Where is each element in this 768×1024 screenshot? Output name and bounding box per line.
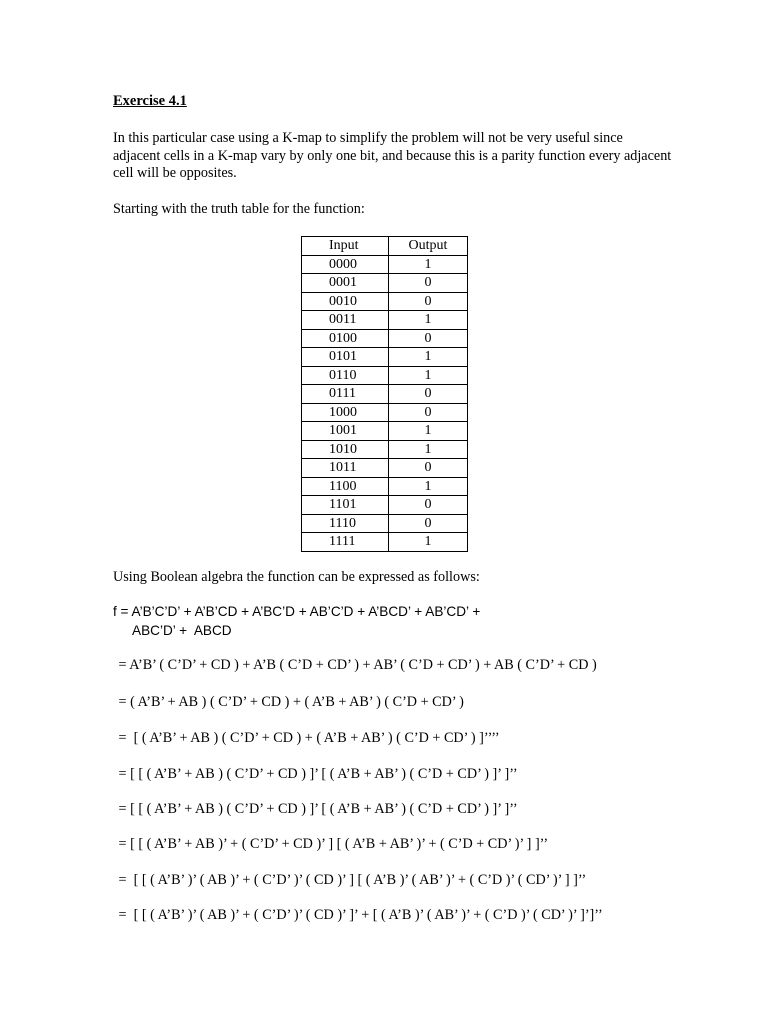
input-cell: 0001 xyxy=(302,274,389,293)
output-cell: 0 xyxy=(389,459,468,478)
table-row xyxy=(302,274,468,293)
equation-line-4: = [ [ ( A’B’ + AB ) ( C’D’ + CD ) ]’ [ ( A’B + AB’ ) ( C’D + CD’ ) ]’ ]’’ xyxy=(115,766,518,782)
equation-line-8: = [ [ ( A’B’ )’ ( AB )’ + ( C’D’ )’ ( CD )’ ]’ + [ ( A’B )’ ( AB’ )’ + ( C’D )’ ( CD’ )’ ]’]’’ xyxy=(115,907,603,923)
table-row xyxy=(302,422,468,441)
input-cell: 1101 xyxy=(302,496,389,515)
table-row xyxy=(302,459,468,478)
input-cell: 0111 xyxy=(302,385,389,404)
output-cell: 1 xyxy=(389,533,468,552)
output-cell: 1 xyxy=(389,311,468,330)
output-cell: 1 xyxy=(389,366,468,385)
input-cell: 1111 xyxy=(302,533,389,552)
input-cell: 1000 xyxy=(302,403,389,422)
equation-line-5: = [ [ ( A’B’ + AB ) ( C’D’ + CD ) ]’ [ ( A’B + AB’ ) ( C’D + CD’ ) ]’ ]’’ xyxy=(115,801,518,817)
input-cell: 1100 xyxy=(302,477,389,496)
table-row xyxy=(302,348,468,367)
table-row xyxy=(302,533,468,552)
output-cell: 0 xyxy=(389,496,468,515)
equation-line-7: = [ [ ( A’B’ )’ ( AB )’ + ( C’D’ )’ ( CD )’ ] [ ( A’B )’ ( AB’ )’ + ( C’D )’ ( CD’ )’ ] ]’’ xyxy=(115,872,587,888)
table-row xyxy=(302,329,468,348)
table-row xyxy=(302,403,468,422)
table-row xyxy=(302,366,468,385)
equation-line-f: f = A’B’C’D’ + A’B’CD + A’BC’D + AB’C’D + A’BCD’ + AB’CD’ + xyxy=(113,604,481,619)
table-row xyxy=(302,255,468,274)
input-cell: 0000 xyxy=(302,255,389,274)
table-row xyxy=(302,496,468,515)
truth-table-intro: Starting with the truth table for the function: xyxy=(113,201,365,217)
table-row xyxy=(302,514,468,533)
equation-line-6: = [ [ ( A’B’ + AB )’ + ( C’D’ + CD )’ ] [ ( A’B + AB’ )’ + ( C’D + CD’ )’ ] ]’’ xyxy=(115,836,549,852)
table-row xyxy=(302,385,468,404)
input-cell: 1001 xyxy=(302,422,389,441)
equation-line-1: = A’B’ ( C’D’ + CD ) + A’B ( C’D + CD’ ) + AB’ ( C’D + CD’ ) + AB ( C’D’ + CD ) xyxy=(115,657,597,673)
input-cell: 1011 xyxy=(302,459,389,478)
input-cell: 0011 xyxy=(302,311,389,330)
output-cell: 0 xyxy=(389,385,468,404)
output-column-header: Output xyxy=(389,237,468,256)
input-cell: 0110 xyxy=(302,366,389,385)
output-cell: 1 xyxy=(389,440,468,459)
table-row xyxy=(302,311,468,330)
boolean-algebra-intro: Using Boolean algebra the function can be expressed as follows: xyxy=(113,569,480,585)
input-cell: 0101 xyxy=(302,348,389,367)
input-cell: 0010 xyxy=(302,292,389,311)
output-cell: 1 xyxy=(389,477,468,496)
table-row xyxy=(302,440,468,459)
table-row xyxy=(302,477,468,496)
output-cell: 0 xyxy=(389,274,468,293)
equation-line-2: = ( A’B’ + AB ) ( C’D’ + CD ) + ( A’B + AB’ ) ( C’D + CD’ ) xyxy=(115,694,464,710)
exercise-heading: Exercise 4.1 xyxy=(113,93,187,109)
output-cell: 0 xyxy=(389,403,468,422)
equation-line-f-continued: ABC’D’ + ABCD xyxy=(132,623,232,638)
intro-paragraph: In this particular case using a K-map to simplify the problem will not be very useful since adjacent cells in a K-map vary by only one bit, and because this is a parity function every adjacent cell will be opposites. xyxy=(113,130,672,181)
output-cell: 0 xyxy=(389,514,468,533)
output-cell: 0 xyxy=(389,329,468,348)
truth-table-header-row xyxy=(302,237,468,256)
input-cell: 1110 xyxy=(302,514,389,533)
input-cell: 0100 xyxy=(302,329,389,348)
output-cell: 1 xyxy=(389,422,468,441)
output-cell: 1 xyxy=(389,255,468,274)
output-cell: 1 xyxy=(389,348,468,367)
truth-table xyxy=(301,236,468,552)
input-column-header: Input xyxy=(302,237,389,256)
equation-line-3: = [ ( A’B’ + AB ) ( C’D’ + CD ) + ( A’B + AB’ ) ( C’D + CD’ ) ]’’’’ xyxy=(115,730,500,746)
input-cell: 1010 xyxy=(302,440,389,459)
output-cell: 0 xyxy=(389,292,468,311)
table-row xyxy=(302,292,468,311)
